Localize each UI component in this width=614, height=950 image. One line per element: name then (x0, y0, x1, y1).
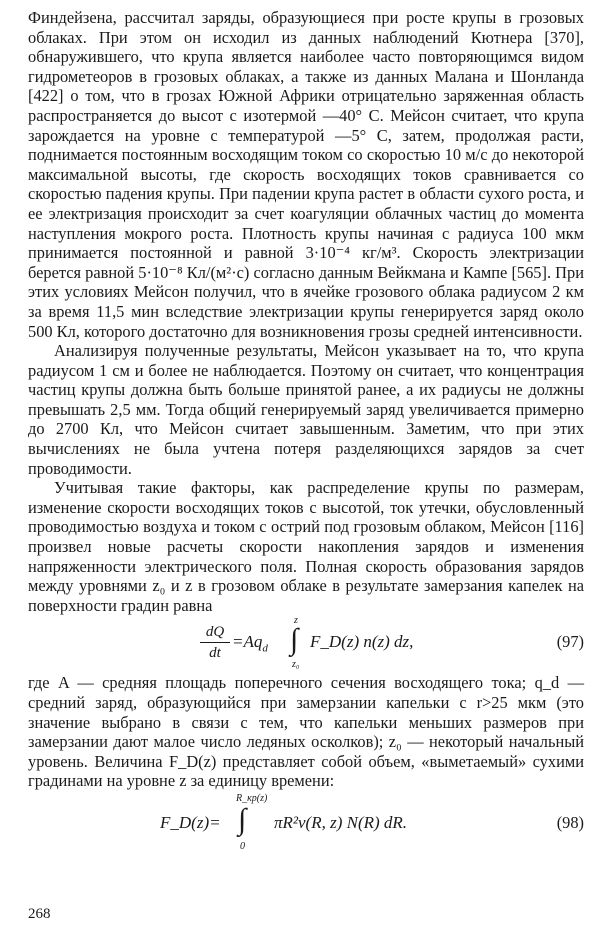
equation-97-integrand: F_D(z) n(z) dz, (310, 632, 414, 652)
equation-97-number: (97) (556, 632, 584, 652)
paragraph-2: Анализируя полученные результаты, Мейсон указывает на то, что крупа радиусом 1 см и более не наблюдается. Поэтому он считает, что концентрация частиц крупы должна быть больше принятой ранее, а их радиусы не должны превышать 2,5 мм. Тогда общий генерируемый заряд увеличивается примерно до 2700 Кл, что Мейсон считает завышенным. Заметим, что при этих вычислениях не была учтена потеря разделяющихся зарядов за счет проводимости. (28, 341, 584, 478)
equation-97-fraction (200, 623, 230, 662)
page-number: 268 (28, 906, 51, 922)
paragraph-3: Учитывая такие факторы, как распределение крупы по размерам, изменение скорости восходящих токов с высотой, ток утечки, обусловленный проводимостью воздуха и током с острий под грозовым облаком, Мейсон [116] произвел новые расчеты скорости накопления зарядов и изменения напряженности электрического поля. Полная скорость образования зарядов между уровнями z₀ и z в грозовом облаке в результате замерзания капелек на поверхности градин равна (28, 478, 584, 615)
equation-97-coefficient: $=Aq_d$ (232, 632, 268, 655)
equation-97-numerator: dQ (205, 624, 225, 641)
paragraph-4: где A — средняя площадь поперечного сечения восходящего тока; q_d — средний заряд, образующийся при замерзании капельки с r>25 мкм (это значение выбрано в связи с тем, что капельки меньших размеров при замерзании дают малое число ледяных осколков); z₀ — некоторый начальный уровень. Величина F_D(z) представляет собой объем, «выметаемый» сухими градинами на уровне z за единицу времени: (28, 673, 584, 791)
equation-98 (28, 791, 584, 855)
equation-97-upper-limit: z (294, 615, 298, 627)
equation-98-integrand: πR²v(R, z) N(R) dR. (274, 812, 408, 832)
equation-98-lhs: F_D(z)= (160, 812, 221, 832)
integral-sign: ∫ (290, 623, 299, 657)
equation-97 (28, 615, 584, 673)
integral-sign: ∫ (238, 802, 247, 836)
equation-98-number: (98) (556, 812, 584, 832)
page-content (28, 8, 584, 855)
equation-98-lower-limit: 0 (240, 840, 245, 852)
equation-97-lower-limit: z₀ (292, 659, 300, 671)
equation-97-denominator: dt (209, 645, 221, 662)
paragraph-1: Финдейзена, рассчитал заряды, образующиеся при росте крупы в грозовых облаках. При этом он исходил из данных наблюдений Кютнера [370], обнаружившего, что крупа является наиболее часто повторяющимся видом гидрометеоров в грозовых облаках, а также из данных Малана и Шонланда [422] о том, что в грозах Южной Африки отрицательно заряженная область распространяется до высот с изотермой —40° С. Мейсон считает, что крупа зарождается на уровне с температурой —5° С, затем, продолжая расти, поднимается постоянным восходящим током со скоростью 10 м/с до некоторой максимальной высоты, где скорость восходящих токов сравнивается со скоростью падения крупы. При падении крупа растет в области сухого роста, и ее электризация происходит за счет коагуляции облачных частиц до момента наступления мокрого роста. Плотность крупы начиная с радиуса 100 мкм принимается постоянной и равной 3·10⁻⁴ кг/м³. Скорость электризации берется равной 5·10⁻⁸ Кл/(м²·с) согласно данным Вейкмана и Кампе [565]. При этих условиях Мейсон получил, что в ячейке грозового облака радиусом 2 км за время 11,5 мин вследствие электризации крупы генерируется заряд около 500 Кл, которого достаточно для возникновения грозы средней интенсивности. (28, 8, 584, 341)
equation-98-upper-limit: R_кр(z) (236, 792, 268, 804)
